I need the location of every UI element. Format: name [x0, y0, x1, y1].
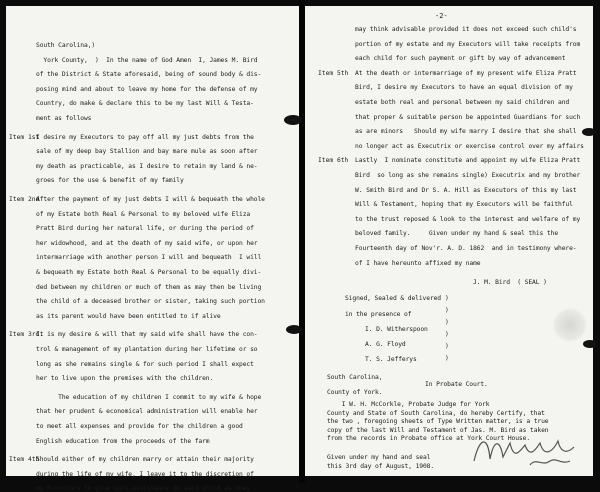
- embossed-seal: [553, 308, 587, 342]
- text-line: my Executors to give such assistance to said child as they: [36, 485, 251, 492]
- text-line: as are minors Should my wife marry I desire that she shall: [355, 128, 577, 136]
- probate-court: In Probate Court.: [425, 381, 488, 388]
- text-line: posing mind and about to leave my home for the defense of my: [36, 85, 258, 93]
- witness-name: T. S. Jefferys: [365, 356, 417, 363]
- witness-bracket: ): [445, 355, 449, 362]
- text-line: to the trust reposed & look to the interest and welfare of my: [355, 215, 581, 223]
- certificate-line: County and State of South Carolina, do hereby Certify, that: [327, 409, 545, 417]
- binding-blot: [286, 325, 302, 334]
- witness-name: A. G. Floyd: [365, 341, 406, 348]
- text-line: It is my desire & will that my said wife shall have the con-: [36, 331, 258, 339]
- left-document-page: [6, 6, 300, 492]
- margin-item-label: Item 6th: [318, 157, 349, 165]
- probate-state: South Carolina,: [327, 374, 383, 381]
- text-line: Fourteenth day of Nov'r. A. D. 1862 and in testimony where-: [355, 245, 577, 252]
- text-line: W. Smith Bird and Dr S. A. Hill as Executors of this my last: [355, 186, 577, 194]
- text-line: to meet all expenses and provide for the children a good: [36, 423, 243, 430]
- text-line: long as she remains single & for such period I shall expect: [36, 360, 254, 368]
- certificate-line: the two , foregoing sheets of Type Written matter, is a true: [327, 418, 549, 425]
- text-line: her to live upon the premises with the children.: [36, 375, 214, 383]
- text-line: of I have hereunto affixed my name: [355, 259, 481, 267]
- text-line: beloved family. Given under my hand & seal this the: [355, 230, 559, 238]
- text-line: during the life of my wife, I leave it to the discretion of: [36, 470, 254, 478]
- text-line: South Carolina,): [36, 42, 96, 49]
- text-line: After the payment of my just debts I will & bequeath the whole: [36, 196, 265, 203]
- text-line: portion of my estate and my Executors will take receipts from: [355, 40, 581, 48]
- text-line: estate both real and personal between my said children and: [355, 99, 570, 106]
- witness-bracket: ): [445, 307, 449, 314]
- probate-county: County of York.: [327, 389, 383, 396]
- text-line: ded between my children or much of them as may then be living: [36, 283, 262, 291]
- text-line: sale of my deep bay Stallion and bay mare mule as soon after: [36, 148, 258, 156]
- margin-item-label: Item 4th: [9, 456, 40, 464]
- judge-signature-scribble: [470, 431, 580, 471]
- text-line: & bequeath my Estate both Real & Personal to be equally divi-: [36, 269, 262, 276]
- text-line: Should either of my children marry or attain their majority: [36, 456, 254, 464]
- text-line: I desire my Executors to pay off all my just debts from the: [36, 133, 254, 141]
- text-line: Bird, I desire my Executors to have an equal division of my: [355, 84, 573, 92]
- text-line: each child for such payment or gift by way of advancement: [355, 55, 566, 63]
- margin-item-label: Item 5th: [318, 69, 349, 77]
- text-line: Country, do make & declare this to be my last Will & Testa-: [36, 100, 254, 108]
- text-line: Pratt Bird during her natural life, or during the period of: [36, 225, 254, 233]
- text-line: trol & management of my plantation during her lifetime or so: [36, 346, 258, 353]
- witness-bracket: ): [445, 319, 449, 326]
- text-line: At the death or intermarriage of my present wife Eliza Pratt: [355, 69, 577, 77]
- binding-blot: [284, 115, 302, 125]
- text-line: ment as follows: [36, 115, 92, 122]
- given-line: Given under my hand and seal: [327, 454, 431, 461]
- text-line: Lastly I nominate constitute and appoint my wife Eliza Pratt: [355, 157, 581, 165]
- text-line: Will & Testament, hoping that my Executors will be faithful: [355, 201, 573, 209]
- binding-blot: [583, 340, 597, 348]
- text-line: no longer act as Executrix or exercise control over my affairs: [355, 142, 584, 150]
- margin-item-label: Item 1st: [9, 133, 40, 141]
- text-line: Bird so long as she remains single) Executrix and my brother: [355, 172, 581, 179]
- text-line: of my Estate both Real & Personal to my beloved wife Eliza: [36, 210, 251, 218]
- text-line: that proper & suitable person be appointed Guardians for such: [355, 113, 581, 121]
- text-line: as its parent would have been entitled to if alive: [36, 312, 221, 320]
- text-line: my death as practicable, as I desire to retain my land & ne-: [36, 162, 258, 170]
- text-line: groes for the use & benefit of my family: [36, 177, 184, 185]
- witness-bracket: ): [445, 343, 449, 350]
- text-line: of the District & State aforesaid, being of sound body & dis-: [36, 71, 262, 79]
- witness-presence: in the presence of: [345, 311, 412, 318]
- binding-blot: [582, 128, 596, 136]
- witness-bracket: ): [445, 295, 449, 302]
- certificate-line: I W. H. McCorkle, Probate Judge for York: [327, 401, 490, 408]
- given-line: this 3rd day of August, 1908.: [327, 463, 435, 470]
- text-line: her widowhood, and at the death of my said wife, or upon her: [36, 239, 258, 247]
- margin-item-label: Item 3rd.: [9, 331, 44, 339]
- text-line: that her prudent & economical administration will enable her: [36, 408, 258, 416]
- text-line: The education of my children I commit to my wife & hope: [36, 393, 262, 401]
- text-line: the child of a deceased brother or sister, taking such portion: [36, 298, 265, 306]
- right-document-page: [305, 6, 593, 476]
- witness-heading: Signed, Sealed & delivered: [345, 295, 441, 302]
- testator-signature: J. M. Bird ( SEAL ): [473, 279, 547, 286]
- text-line: English education from the proceeds of the farm: [36, 437, 210, 445]
- text-line: York County, ) In the name of God Amen I, James M. Bird: [36, 56, 258, 64]
- page-number: -2-: [435, 12, 448, 20]
- text-line: may think advisable provided it does not exceed such child's: [355, 26, 577, 33]
- text-line: intermarriage with another person I will and bequeath I will: [36, 254, 262, 262]
- witness-bracket: ): [445, 331, 449, 338]
- witness-name: I. D. Witherspoon: [365, 326, 428, 333]
- certificate-line: copy of the last Will and Testament of Jas. M. Bird as taken: [327, 426, 549, 434]
- certificate-line: from the records in Probate office at York Court House.: [327, 435, 531, 442]
- margin-item-label: Item 2nd: [9, 196, 40, 203]
